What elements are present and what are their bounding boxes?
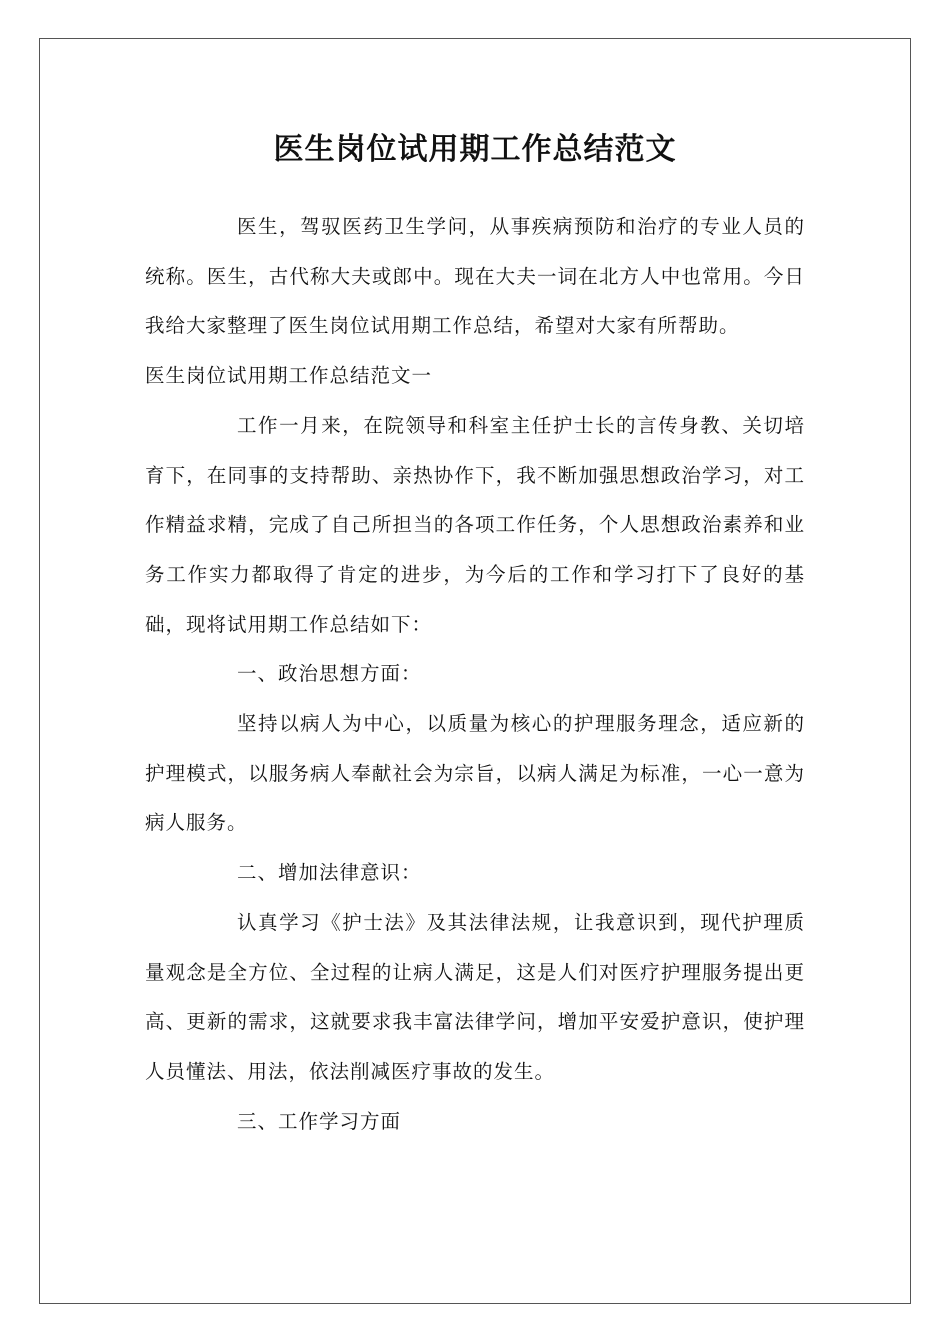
document-title: 医生岗位试用期工作总结范文 xyxy=(273,132,677,167)
heading-work-study: 三、工作学习方面 xyxy=(237,1109,402,1133)
heading-political-thought: 一、政治思想方面： xyxy=(237,662,422,686)
intro-paragraph: 医生，驾驭医药卫生学问，从事疾病预防和治疗的专业人员的统称。医生，古代称大夫或郎中。现在大夫一词在北方人中也常用。今日我给大家整理了医生岗位试用期工作总结，希望对大家有所帮助。 xyxy=(145,215,805,338)
legal-awareness-paragraph: 认真学习《护士法》及其法律法规，让我意识到，现代护理质量观念是全方位、全过程的让病人满足，这是人们对医疗护理服务提出更高、更新的需求，这就要求我丰富法律学问，增加平安爱护意识，使护理人员懂法、用法，依法削减医疗事故的发生。 xyxy=(145,910,805,1083)
document-body xyxy=(145,125,805,1146)
summary-paragraph: 工作一月来，在院领导和科室主任护士长的言传身教、关切培育下，在同事的支持帮助、亲热协作下，我不断加强思想政治学习，对工作精益求精，完成了自己所担当的各项工作任务，个人思想政治素养和业务工作实力都取得了肯定的进步，为今后的工作和学习打下了良好的基础，现将试用期工作总结如下： xyxy=(145,413,805,636)
heading-legal-awareness: 二、增加法律意识： xyxy=(237,861,422,885)
political-thought-paragraph: 坚持以病人为中心，以质量为核心的护理服务理念，适应新的护理模式，以服务病人奉献社会为宗旨，以病人满足为标准，一心一意为病人服务。 xyxy=(145,712,805,835)
section-heading-sample-one: 医生岗位试用期工作总结范文一 xyxy=(145,364,433,388)
